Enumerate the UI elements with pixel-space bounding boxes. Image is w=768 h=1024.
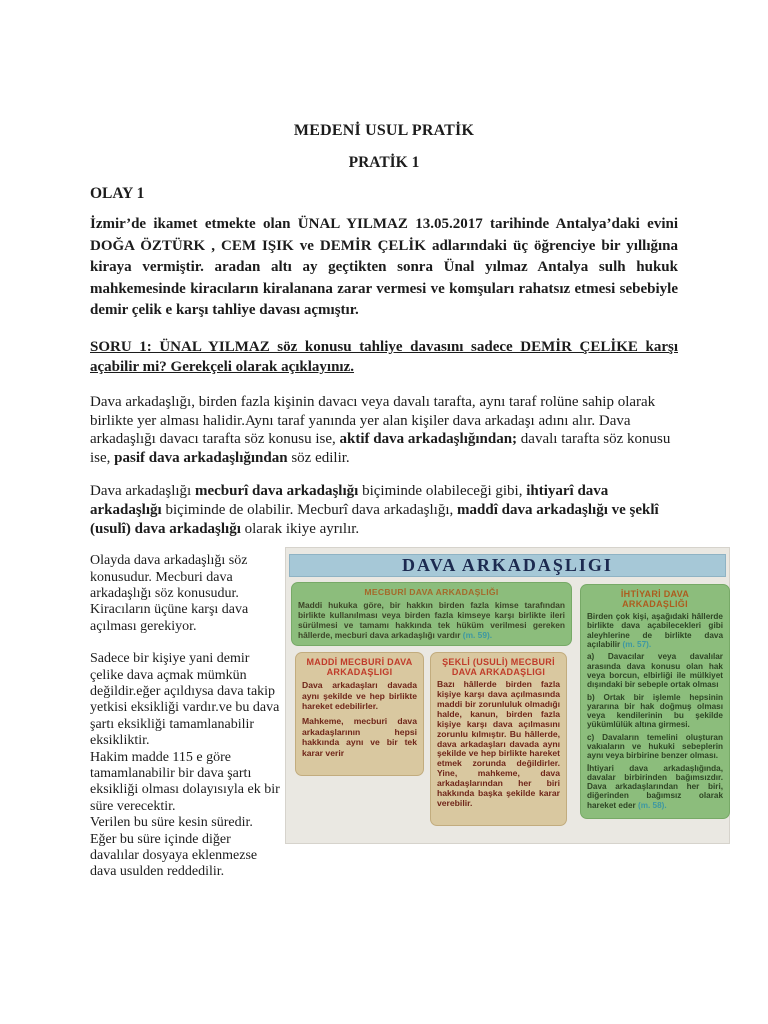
text-segment: Dava arkadaşlığı, birden fazla kişinin davacı veya davalı tarafta, aynı taraf rolüne sahip olarak birlikte yer alması halidir.Aynı taraf yanında yer alan kişiler dava arkadaşı adını alır. Dava arkadaşlığı davacı tarafta söz konusu ise,	[90, 393, 656, 448]
text-segment: İzmir’de ikamet etmekte olan ÜNAL YILMAZ 13.05.2017 tarihinde Antalya’daki evini DOĞA ÖZTÜRK , CEM IŞIK ve DEMİR ÇELİK adlarındaki üç öğrenciye bir yıllığına kiraya vermiştir. aradan altı ay geçtikten sonra Ünal yılmaz Antalya sulh hukuk mahkemesinde kiracıların kiralanana zarar vermesi ve komşuları rahatsız etmesi sebebiyle demir çelik e karşı tahliye davası açmıştır.	[90, 216, 678, 319]
paragraph	[587, 612, 723, 649]
text-segment: Verilen bu süre kesin süredir.	[90, 815, 253, 831]
text-segment: İhtiyari dava arkadaşlığında, davalar birbirinden bağımsızdır. Dava arkadaşlarından her biri, diğerinden bağımsız olarak hareket eder	[587, 763, 723, 810]
intro-paragraph	[90, 214, 730, 322]
text-segment: biçiminde de olabilir. Mecburî dava arkadaşlığı,	[161, 501, 458, 518]
text-segment: Dava arkadaşlığı	[90, 483, 195, 500]
paragraph	[302, 680, 417, 712]
box-title: ŞEKLİ (USULİ) MECBURİ DAVA ARKADAŞLIGI	[442, 657, 555, 678]
text-segment: Dava arkadaşları davada aynı şekilde ve hep birlikte hareket edebilirler.	[302, 680, 417, 712]
box-title: MECBURİ DAVA ARKADAŞLIĞI	[364, 587, 499, 598]
text-segment: mecburî dava arkadaşlığı	[194, 483, 359, 500]
paragraph	[437, 680, 560, 809]
text-segment: b) Ortak bir işlemle hepsinin yararına bir hak doğmuş olması veya kendilerinin bu şekilde yükümlülük altına girmesi.	[587, 692, 723, 730]
text-segment: (m. 57).	[622, 640, 652, 650]
paragraph	[587, 733, 723, 761]
text-segment: Sadece bir kişiye yani demir çelike dava açmak mümkün değildir.eğer açıldıysa dava takip yetkisi eksikliği vardır.ve bu dava şartı eksikliği tamamlanabilir eksikliktir.	[90, 651, 280, 749]
text-segment: ihtiyarî dava arkadaşlığı	[90, 483, 609, 518]
text-segment: söz edilir.	[287, 449, 350, 466]
text-segment: biçiminde olabileceği gibi,	[358, 483, 527, 500]
text-segment: (m. 59).	[462, 630, 493, 641]
box-title: MADDİ MECBURİ DAVA ARKADAŞLIGI	[306, 657, 413, 678]
page-title: MEDENİ USUL PRATİK	[293, 122, 475, 139]
paragraph	[587, 693, 723, 730]
box-title: İHTİYARİ DAVA ARKADAŞLIĞI	[620, 589, 690, 610]
body-paragraph-2	[90, 482, 730, 538]
text-segment: Maddi hukuka göre, bir hakkın birden fazla kimse tarafından birlikte kullanılması veya birden fazla kimseye karşı birlikte ileri sürülmesi ve tamamı hakkında tek hüküm verilmesi gereken hâllerde, mecburi dava arkadaşlığı vardır	[298, 600, 565, 641]
text-segment: Hakim madde 115 e göre tamamlanabilir bir dava şartı eksikliği olması dolayısıyla ek bir süre verecektir.	[90, 749, 280, 814]
answer-section	[90, 553, 730, 881]
paragraph	[298, 600, 565, 640]
box-maddi-mecburi	[295, 652, 424, 776]
box-mecburi-dava-arkadasligi	[291, 582, 572, 646]
box-body	[587, 612, 723, 810]
text-segment: SORU 1: ÜNAL YILMAZ söz konusu tahliye davasını sadece DEMİR ÇELİKE karşı açabilir mi? Gerekçeli olarak açıklayınız.	[90, 338, 678, 376]
infographic	[285, 547, 730, 844]
text-segment: Mahkeme, mecburi dava arkadaşlarının hepsi hakkında aynı ve bir tek karar verir	[302, 715, 417, 758]
text-segment: pasif dava arkadaşlığından	[114, 449, 288, 466]
infographic-title: DAVA ARKADAŞLIGI	[289, 554, 726, 577]
text-segment: c) Davaların temelini oluşturan vakıaların ve hukuki sebeplerin aynı veya birbirine benzer olması.	[587, 732, 723, 761]
box-sekli-usuli-mecburi	[430, 652, 567, 826]
box-ihtiyari-dava-arkadasligi	[580, 584, 730, 819]
page-subtitle: PRATİK 1	[348, 154, 420, 171]
paragraph	[587, 652, 723, 689]
question-heading	[90, 337, 730, 378]
text-segment: (m. 58).	[637, 800, 667, 810]
paragraph	[587, 764, 723, 810]
text-segment: Bazı hâllerde birden fazla kişiye karşı dava açılmasında maddi bir zorunluluk olmadığı halde, kanun, birden fazla kişiye karşı dava açılmasını zorunlu kılmıştır. Bu hâllerde, dava arkadaşları davada aynı şekilde ve hep birlikte hareket etmek zorunda değildirler. Yine, mahkeme, dava arkadaşlarından her biri hakkında başka şekilde karar verebilir.	[437, 679, 560, 808]
text-segment: olarak ikiye ayrılır.	[240, 520, 360, 537]
box-body	[437, 680, 560, 809]
box-body	[302, 680, 417, 758]
text-segment: aktif dava arkadaşlığından;	[339, 431, 518, 448]
box-body	[298, 600, 565, 640]
text-segment: maddî dava arkadaşlığı ve şeklî (usulî) dava arkadaşlığı	[90, 501, 659, 537]
body-paragraph-1	[90, 393, 730, 467]
text-segment: Olayda dava arkadaşlığı söz konusudur. Mecburi dava arkadaşlığı söz konusudur. Kiracıların üçüne karşı dava açılması gerekiyor.	[90, 553, 249, 634]
case-heading: OLAY 1	[90, 185, 145, 202]
text-segment: davalı tarafta söz konusu ise,	[90, 431, 671, 466]
text-segment: Eğer bu süre içinde diğer davalılar dosyaya eklenmezse dava usulden reddedilir.	[90, 831, 258, 880]
paragraph	[302, 716, 417, 758]
text-segment: Birden çok kişi, aşağıdaki hâllerde birlikte dava açabilecekleri gibi aleyhlerine de birlikte dava açılabilir	[587, 612, 723, 650]
text-segment: a) Davacılar veya davalılar arasında dava konusu olan hak veya borcun, elbirliği ile mülkiyet dışındaki bir sebeple ortak olması	[587, 652, 723, 690]
